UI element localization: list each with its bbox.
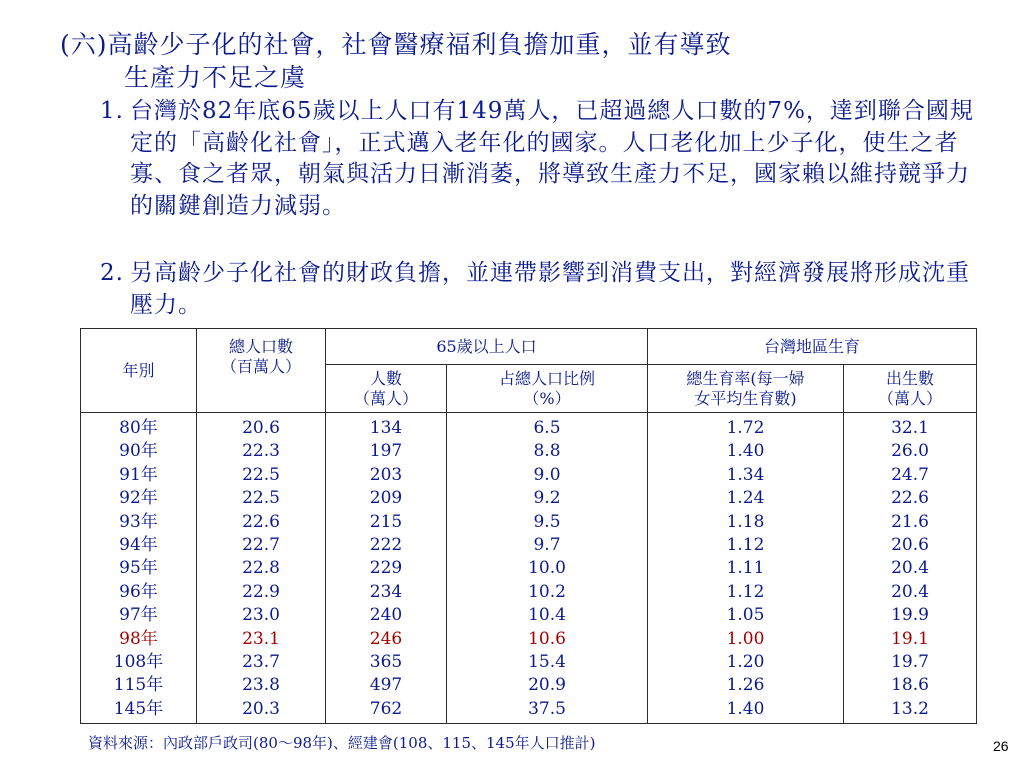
table-cell-count: 246 <box>369 628 403 649</box>
heading-line-2: 生產力不足之虞 <box>124 63 307 92</box>
table-cell-year: 97年 <box>119 605 158 626</box>
table-cell-count: 240 <box>369 605 403 626</box>
header-year: 年別 <box>81 329 197 413</box>
list-item-text: 另高齡少子化社會的財政負擔，並連帶影響到消費支出，對經濟發展將形成沈重壓力。 <box>130 260 970 318</box>
table-cell-count: 365 <box>369 651 403 672</box>
table-cell-fertility: 1.34 <box>726 464 765 485</box>
column-births <box>844 413 977 724</box>
table-cell-births: 22.6 <box>891 488 929 509</box>
table-cell-year: 108年 <box>113 651 164 672</box>
table-cell-year: 93年 <box>119 511 158 532</box>
table-cell-total: 23.1 <box>242 628 280 649</box>
table-cell-year: 91年 <box>119 464 158 485</box>
table-cell-count: 229 <box>369 558 403 579</box>
header-group-birth: 台灣地區生育 <box>648 329 977 365</box>
header-ratio-65: 占總人口比例 （%） <box>447 365 648 413</box>
header-group-65: 65歲以上人口 <box>326 329 648 365</box>
table-cell-fertility: 1.05 <box>726 605 765 626</box>
table-cell-count: 222 <box>369 534 403 555</box>
header-count-65: 人數 （萬人） <box>326 365 447 413</box>
table-cell-births: 32.1 <box>891 418 929 438</box>
table-cell-total: 22.3 <box>242 441 280 462</box>
table-cell-ratio: 10.0 <box>528 558 566 579</box>
table-cell-year: 92年 <box>119 488 158 509</box>
table-cell-total: 22.6 <box>242 511 280 532</box>
table-cell-ratio: 9.5 <box>533 511 561 532</box>
column-fertility <box>648 413 844 724</box>
table-cell-total: 23.8 <box>242 675 280 696</box>
table-cell-fertility: 1.24 <box>726 488 765 509</box>
page-number: 26 <box>993 738 1009 754</box>
heading-line-1: (六)高齡少子化的社會，社會醫療福利負擔加重，並有導致 <box>60 30 732 59</box>
table-cell-births: 19.1 <box>891 628 929 649</box>
table-cell-births: 24.7 <box>891 464 929 485</box>
table-cell-births: 20.4 <box>891 581 929 602</box>
table-cell-year: 98年 <box>119 628 158 649</box>
population-table <box>80 328 977 724</box>
table-cell-total: 20.6 <box>242 418 280 438</box>
list-item-2 <box>100 258 978 321</box>
table-cell-total: 22.5 <box>242 488 280 509</box>
column-total-population <box>197 413 326 724</box>
table-cell-births: 19.7 <box>891 651 929 672</box>
table-cell-fertility: 1.20 <box>726 651 765 672</box>
column-count-65 <box>326 413 447 724</box>
table-cell-fertility: 1.12 <box>726 581 765 602</box>
column-ratio-65 <box>447 413 648 724</box>
list-item-1 <box>100 96 978 222</box>
table-cell-year: 115年 <box>113 675 164 696</box>
table-cell-births: 26.0 <box>891 441 929 462</box>
table-cell-fertility: 1.18 <box>726 511 765 532</box>
table-cell-fertility: 1.40 <box>726 441 765 462</box>
table-cell-ratio: 9.0 <box>533 464 561 485</box>
table-cell-count: 197 <box>369 441 403 462</box>
table-cell-ratio: 20.9 <box>528 675 566 696</box>
table-cell-total: 22.9 <box>242 581 280 602</box>
table-cell-ratio: 10.2 <box>528 581 566 602</box>
table-cell-year: 94年 <box>119 534 158 555</box>
table-cell-year: 145年 <box>113 698 164 719</box>
table-cell-count: 134 <box>369 418 403 438</box>
source-note: 資料來源：內政部戶政司(80～98年)、經建會(108、115、145年人口推計) <box>88 734 596 752</box>
table-cell-count: 497 <box>369 675 403 696</box>
column-year <box>81 413 197 724</box>
table-cell-year: 96年 <box>119 581 158 602</box>
table-cell-total: 20.3 <box>242 698 280 719</box>
table-cell-ratio: 10.6 <box>528 628 566 649</box>
table-cell-fertility: 1.12 <box>726 534 765 555</box>
table-cell-fertility: 1.00 <box>726 628 765 649</box>
table-cell-ratio: 6.5 <box>533 418 561 438</box>
table-cell-count: 209 <box>369 488 403 509</box>
table-cell-ratio: 9.7 <box>533 534 561 555</box>
table-cell-births: 20.4 <box>891 558 929 579</box>
table-cell-ratio: 37.5 <box>528 698 566 719</box>
table-cell-count: 203 <box>369 464 403 485</box>
table-cell-fertility: 1.26 <box>726 675 765 696</box>
table-cell-year: 95年 <box>119 558 158 579</box>
table-cell-year: 80年 <box>119 418 158 438</box>
list-item-text: 台灣於82年底65歲以上人口有149萬人，已超過總人口數的7%，達到聯合國規定的「高齡化社會」，正式邁入老年化的國家。人口老化加上少子化，使生之者寡、食之者眾，朝氣與活力日漸消萎，將導致生產力不足，國家賴以維持競爭力的關鍵創造力減弱。 <box>130 98 974 219</box>
table-cell-total: 22.7 <box>242 534 280 555</box>
table-cell-total: 22.8 <box>242 558 280 579</box>
header-fertility: 總生育率(每一婦 女平均生育數) <box>648 365 844 413</box>
table-cell-total: 23.0 <box>242 605 280 626</box>
table-cell-ratio: 15.4 <box>528 651 566 672</box>
table-cell-total: 22.5 <box>242 464 280 485</box>
table-cell-fertility: 1.40 <box>726 698 765 719</box>
table-cell-ratio: 10.4 <box>528 605 566 626</box>
table-cell-ratio: 9.2 <box>533 488 561 509</box>
table-cell-count: 215 <box>369 511 403 532</box>
section-heading <box>60 28 732 94</box>
header-total-population: 總人口數 （百萬人） <box>197 329 326 413</box>
list-item-number: 2. <box>100 260 124 286</box>
table-cell-births: 21.6 <box>891 511 929 532</box>
table-cell-count: 234 <box>369 581 403 602</box>
table-cell-fertility: 1.11 <box>726 558 765 579</box>
table-cell-total: 23.7 <box>242 651 280 672</box>
table-cell-births: 18.6 <box>891 675 929 696</box>
table-cell-ratio: 8.8 <box>533 441 561 462</box>
list-item-number: 1. <box>100 98 124 124</box>
table-cell-year: 90年 <box>119 441 158 462</box>
table-cell-births: 20.6 <box>891 534 929 555</box>
table-cell-births: 13.2 <box>891 698 929 719</box>
table-cell-count: 762 <box>369 698 403 719</box>
table-cell-fertility: 1.72 <box>726 418 765 438</box>
table-cell-births: 19.9 <box>891 605 929 626</box>
header-births: 出生數 （萬人） <box>844 365 977 413</box>
